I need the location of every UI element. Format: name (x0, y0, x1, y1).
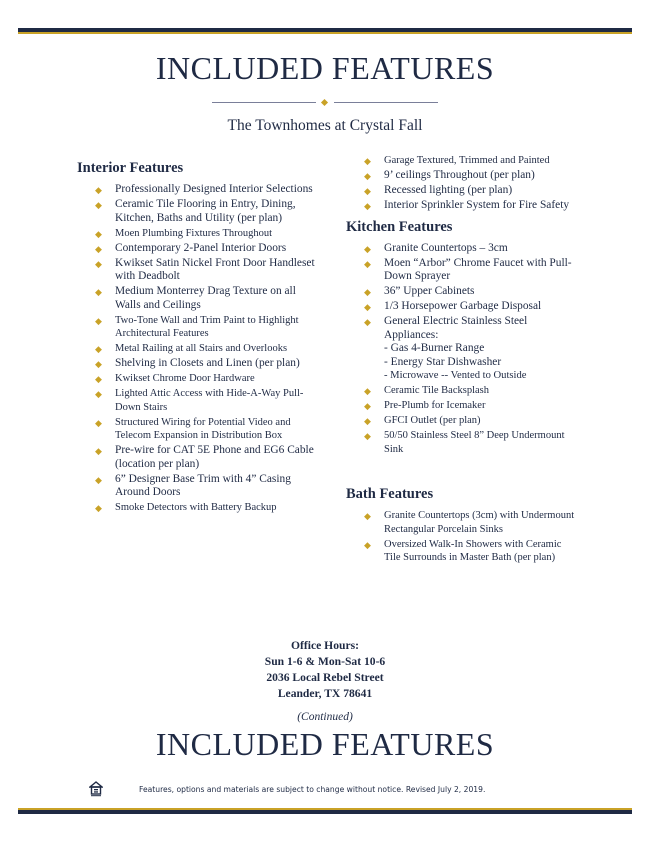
diamond-bullet-icon: ◆ (95, 315, 102, 326)
diamond-bullet-icon: ◆ (364, 243, 371, 254)
disclaimer: Features, options and materials are subject to change without notice. Revised July 2, 2019. (139, 785, 486, 794)
bath-heading: Bath Features (346, 486, 434, 502)
list-item: ◆ Interior Sprinkler System for Fire Safety (346, 199, 576, 213)
diamond-bullet-icon: ◆ (364, 416, 371, 426)
diamond-bullet-icon: ◆ (95, 359, 102, 369)
list-item: ◆ GFCI Outlet (per plan) (346, 414, 576, 428)
list-item: ◆ Ceramic Tile Backsplash (346, 384, 576, 398)
interior-cont-list (346, 154, 576, 213)
list-item: ◆ Structured Wiring for Potential Video and Telecom Expansion in Distribution Box (95, 416, 291, 441)
list-item: ◆ Moen Plumbing Fixtures Throughout (77, 227, 317, 241)
interior-heading: Interior Features (77, 160, 184, 176)
diamond-bullet-icon: ◆ (95, 243, 102, 254)
diamond-bullet-icon: ◆ (95, 503, 102, 513)
list-item: ◆ 1/3 Horsepower Garbage Disposal (346, 300, 576, 314)
diamond-bullet-icon: ◆ (95, 287, 102, 297)
office-city: Leander, TX 78641 (277, 687, 373, 700)
list-item: ◆ Garage Textured, Trimmed and Painted (346, 154, 576, 168)
top-rule (18, 28, 632, 34)
appliance-dishwasher: - Energy Star Dishwasher (384, 355, 502, 368)
list-item: ◆ Lighted Attic Access with Hide-A-Way Pull-Down Stairs (95, 388, 304, 413)
list-item: ◆ Two-Tone Wall and Trim Paint to Highlight Architectural Features (95, 314, 299, 339)
interior-features-section (77, 160, 317, 516)
office-hours: Sun 1-6 & Mon-Sat 10-6 (264, 655, 386, 668)
list-item: ◆ Recessed lighting (per plan) (346, 184, 576, 198)
equal-housing-icon (89, 781, 103, 797)
list-item: ◆ Smoke Detectors with Battery Backup (77, 501, 317, 515)
diamond-bullet-icon: ◆ (95, 446, 102, 456)
list-item: ◆ 50/50 Stainless Steel 8” Deep Undermount Sink (364, 430, 565, 455)
list-item: ◆ Pre-Plumb for Icemaker (346, 399, 576, 413)
diamond-bullet-icon: ◆ (364, 317, 371, 327)
page-title: INCLUDED FEATURES (155, 50, 495, 86)
list-item: ◆ Shelving in Closets and Linen (per plan) (77, 357, 317, 371)
page-title-continued: INCLUDED FEATURES (155, 726, 495, 762)
list-item: ◆ Pre-wire for CAT 5E Phone and EG6 Cable (location per plan) (95, 444, 314, 470)
bath-list (346, 509, 576, 565)
diamond-icon (321, 99, 328, 106)
kitchen-heading: Kitchen Features (346, 218, 453, 235)
diamond-bullet-icon: ◆ (364, 511, 371, 521)
diamond-bullet-icon: ◆ (95, 417, 102, 428)
title-divider (212, 100, 438, 106)
diamond-bullet-icon: ◆ (364, 156, 371, 166)
list-item: ◆ 6” Designer Base Trim with 4” Casing Around Doors (95, 472, 291, 498)
office-hours-label: Office Hours: (291, 639, 359, 652)
bath-features-section (346, 486, 576, 565)
diamond-bullet-icon: ◆ (95, 374, 102, 384)
diamond-bullet-icon: ◆ (95, 389, 102, 399)
diamond-bullet-icon: ◆ (364, 302, 371, 312)
diamond-bullet-icon: ◆ (95, 185, 102, 195)
list-item: ◆ Kwikset Chrome Door Hardware (77, 372, 317, 386)
diamond-bullet-icon: ◆ (364, 186, 371, 196)
list-item: ◆ Oversized Walk-In Showers with Ceramic Tile Surrounds in Master Bath (per plan) (364, 538, 562, 563)
list-item: ◆ 9’ ceilings Throughout (per plan) (346, 169, 576, 183)
diamond-bullet-icon: ◆ (364, 401, 371, 411)
right-column (346, 154, 576, 566)
diamond-bullet-icon: ◆ (95, 474, 102, 485)
diamond-bullet-icon: ◆ (364, 539, 371, 550)
diamond-bullet-icon: ◆ (95, 344, 102, 354)
diamond-bullet-icon: ◆ (364, 287, 371, 297)
kitchen-list (346, 242, 576, 457)
list-item: ◆ Ceramic Tile Flooring in Entry, Dining, Kitchen, Baths and Utility (per plan) (95, 198, 296, 224)
diamond-bullet-icon: ◆ (364, 431, 371, 441)
office-info (0, 638, 650, 702)
diamond-bullet-icon: ◆ (364, 386, 371, 396)
interior-list (77, 183, 317, 515)
list-item: ◆ Metal Railing at all Stairs and Overlooks (77, 342, 317, 356)
bottom-rule (18, 808, 632, 814)
diamond-bullet-icon: ◆ (95, 200, 102, 210)
community-name: The Townhomes at Crystal Fall (227, 117, 423, 134)
diamond-bullet-icon: ◆ (364, 171, 371, 181)
office-address: 2036 Local Rebel Street (266, 671, 384, 684)
list-item: ◆ Granite Countertops (3cm) with Undermount Rectangular Porcelain Sinks (364, 510, 575, 535)
diamond-bullet-icon: ◆ (364, 201, 371, 211)
list-item: ◆ Medium Monterrey Drag Texture on all Walls and Ceilings (95, 285, 296, 311)
diamond-bullet-icon: ◆ (364, 258, 371, 269)
diamond-bullet-icon: ◆ (95, 258, 102, 269)
list-item: ◆ Moen “Arbor” Chrome Faucet with Pull-Down Sprayer (364, 256, 572, 282)
diamond-bullet-icon: ◆ (95, 228, 102, 239)
appliance-range: - Gas 4-Burner Range (384, 342, 485, 354)
appliance-microwave: - Microwave -- Vented to Outside (384, 370, 527, 381)
list-item: ◆ General Electric Stainless Steel Appliances: - Gas 4-Burner Range - Energy Star Dishwasher - Microwave -- Vented to Outside (346, 315, 576, 383)
kitchen-features-section (346, 219, 576, 457)
list-item: ◆ Kwikset Satin Nickel Front Door Handleset with Deadbolt (95, 256, 315, 282)
list-item: ◆ Contemporary 2-Panel Interior Doors (77, 242, 317, 256)
continued-label: (Continued) (297, 711, 353, 723)
list-item: ◆ 36” Upper Cabinets (346, 285, 576, 299)
list-item: ◆ Granite Countertops – 3cm (346, 242, 576, 256)
list-item: ◆ Professionally Designed Interior Selections (77, 183, 317, 197)
